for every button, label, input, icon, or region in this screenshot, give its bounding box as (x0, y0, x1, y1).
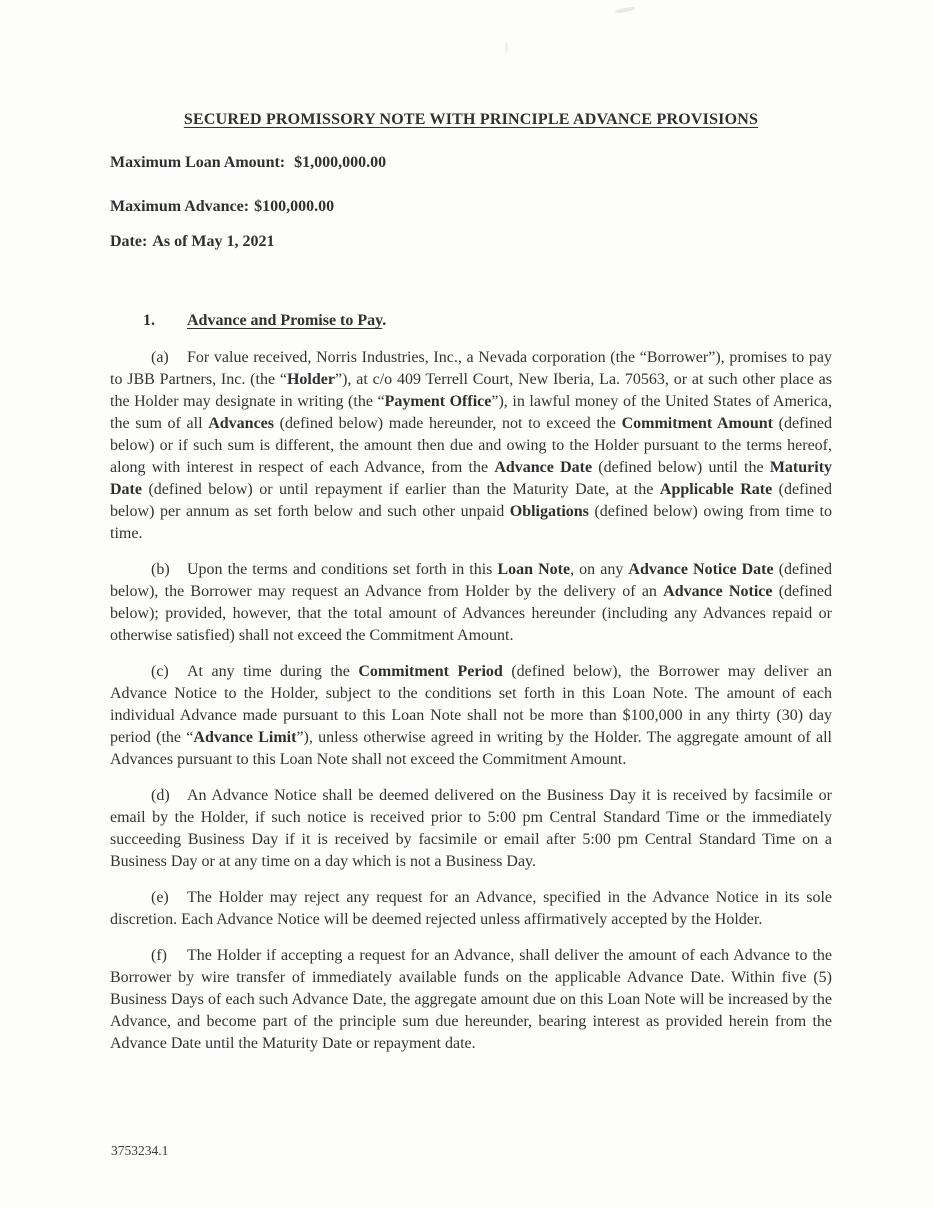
section-1-heading (110, 310, 832, 332)
paragraph-e-text: The Holder may reject any request for an Advance, specified in the Advance Notice in its sole discretion. Each Advance Notice will be deemed rejected unless affirmatively accepted by the Holder. (110, 889, 832, 928)
section-title-period: . (382, 312, 387, 329)
paragraph-f (110, 945, 832, 1055)
paragraph-d (110, 785, 832, 873)
paragraph-d-text: An Advance Notice shall be deemed delivered on the Business Day it is received by facsimile or email by the Holder, if such notice is received prior to 5:00 pm Central Standard Time or the immediately succeeding Business Day if it is received by facsimile or email after 5:00 pm Central Standard Time on a Business Day or at any time on a day which is not a Business Day. (110, 787, 832, 870)
date-label: Date: (110, 233, 148, 250)
paragraph-f-label: (f) (151, 947, 167, 964)
paragraph-a-text: For value received, Norris Industries, Inc., a Nevada corporation (the “Borrower”), promises to pay to JBB Partners, Inc. (the “Holder”), at c/o 409 Terrell Court, New Iberia, La. 70563, or at such other place as the Holder may designate in writing (the “Payment Office”), in lawful money of the United States of America, the sum of all Advances (defined below) made hereunder, not to exceed the Commitment Amount (defined below) or if such sum is different, the amount then due and owing to the Holder pursuant to the terms hereof, along with interest in respect of each Advance, from the Advance Date (defined below) until the Maturity Date (defined below) or until repayment if earlier than the Maturity Date, at the Applicable Rate (defined below) per annum as set forth below and such other unpaid Obligations (defined below) owing from time to time. (110, 349, 833, 542)
paragraph-b (110, 559, 832, 647)
document-page (110, 0, 832, 1055)
field-date (110, 231, 832, 253)
paragraph-c-text: At any time during the Commitment Period (defined below), the Borrower may deliver an Advance Notice to the Holder, subject to the conditions set forth in this Loan Note. The amount of each individual Advance made pursuant to this Loan Note shall not be more than $100,000 in any thirty (30) day period (the “Advance Limit”), unless otherwise agreed in writing by the Holder. The aggregate amount of all Advances pursuant to this Loan Note shall not exceed the Commitment Amount. (110, 663, 832, 768)
paragraph-b-text: Upon the terms and conditions set forth in this Loan Note, on any Advance Notice Date (defined below), the Borrower may request an Advance from Holder by the delivery of an Advance Notice (defined below); provided, however, that the total amount of Advances hereunder (including any Advances repaid or otherwise satisfied) shall not exceed the Commitment Amount. (110, 561, 832, 644)
section-title: Advance and Promise to Pay (187, 312, 383, 329)
date-value: As of May 1, 2021 (152, 233, 275, 250)
maximum-loan-amount-value: $1,000,000.00 (294, 154, 387, 171)
paragraph-a (110, 347, 832, 545)
paragraph-c-label: (c) (151, 663, 169, 680)
paragraph-a-label: (a) (151, 349, 169, 366)
maximum-advance-label: Maximum Advance: (110, 198, 250, 215)
maximum-advance-value: $100,000.00 (254, 198, 335, 215)
title-row (110, 110, 832, 130)
paragraph-c (110, 661, 832, 771)
section-number: 1. (143, 312, 155, 329)
maximum-loan-amount-label: Maximum Loan Amount: (110, 154, 286, 171)
paragraph-d-label: (d) (151, 787, 170, 804)
document-number: 3753234.1 (111, 1143, 169, 1158)
paragraph-e-label: (e) (151, 889, 169, 906)
paragraph-e (110, 887, 832, 931)
paragraph-f-text: The Holder if accepting a request for an Advance, shall deliver the amount of each Advance to the Borrower by wire transfer of immediately available funds on the applicable Advance Date. Within five (5) Business Days of each such Advance Date, the aggregate amount due on this Loan Note will be increased by the Advance, and become part of the principle sum due hereunder, bearing interest as provided herein from the Advance Date until the Maturity Date or repayment date. (110, 947, 832, 1052)
document-title: SECURED PROMISSORY NOTE WITH PRINCIPLE ADVANCE PROVISIONS (183, 111, 759, 128)
field-maximum-loan-amount (110, 152, 832, 174)
field-maximum-advance (110, 196, 832, 218)
paragraph-b-label: (b) (151, 561, 170, 578)
